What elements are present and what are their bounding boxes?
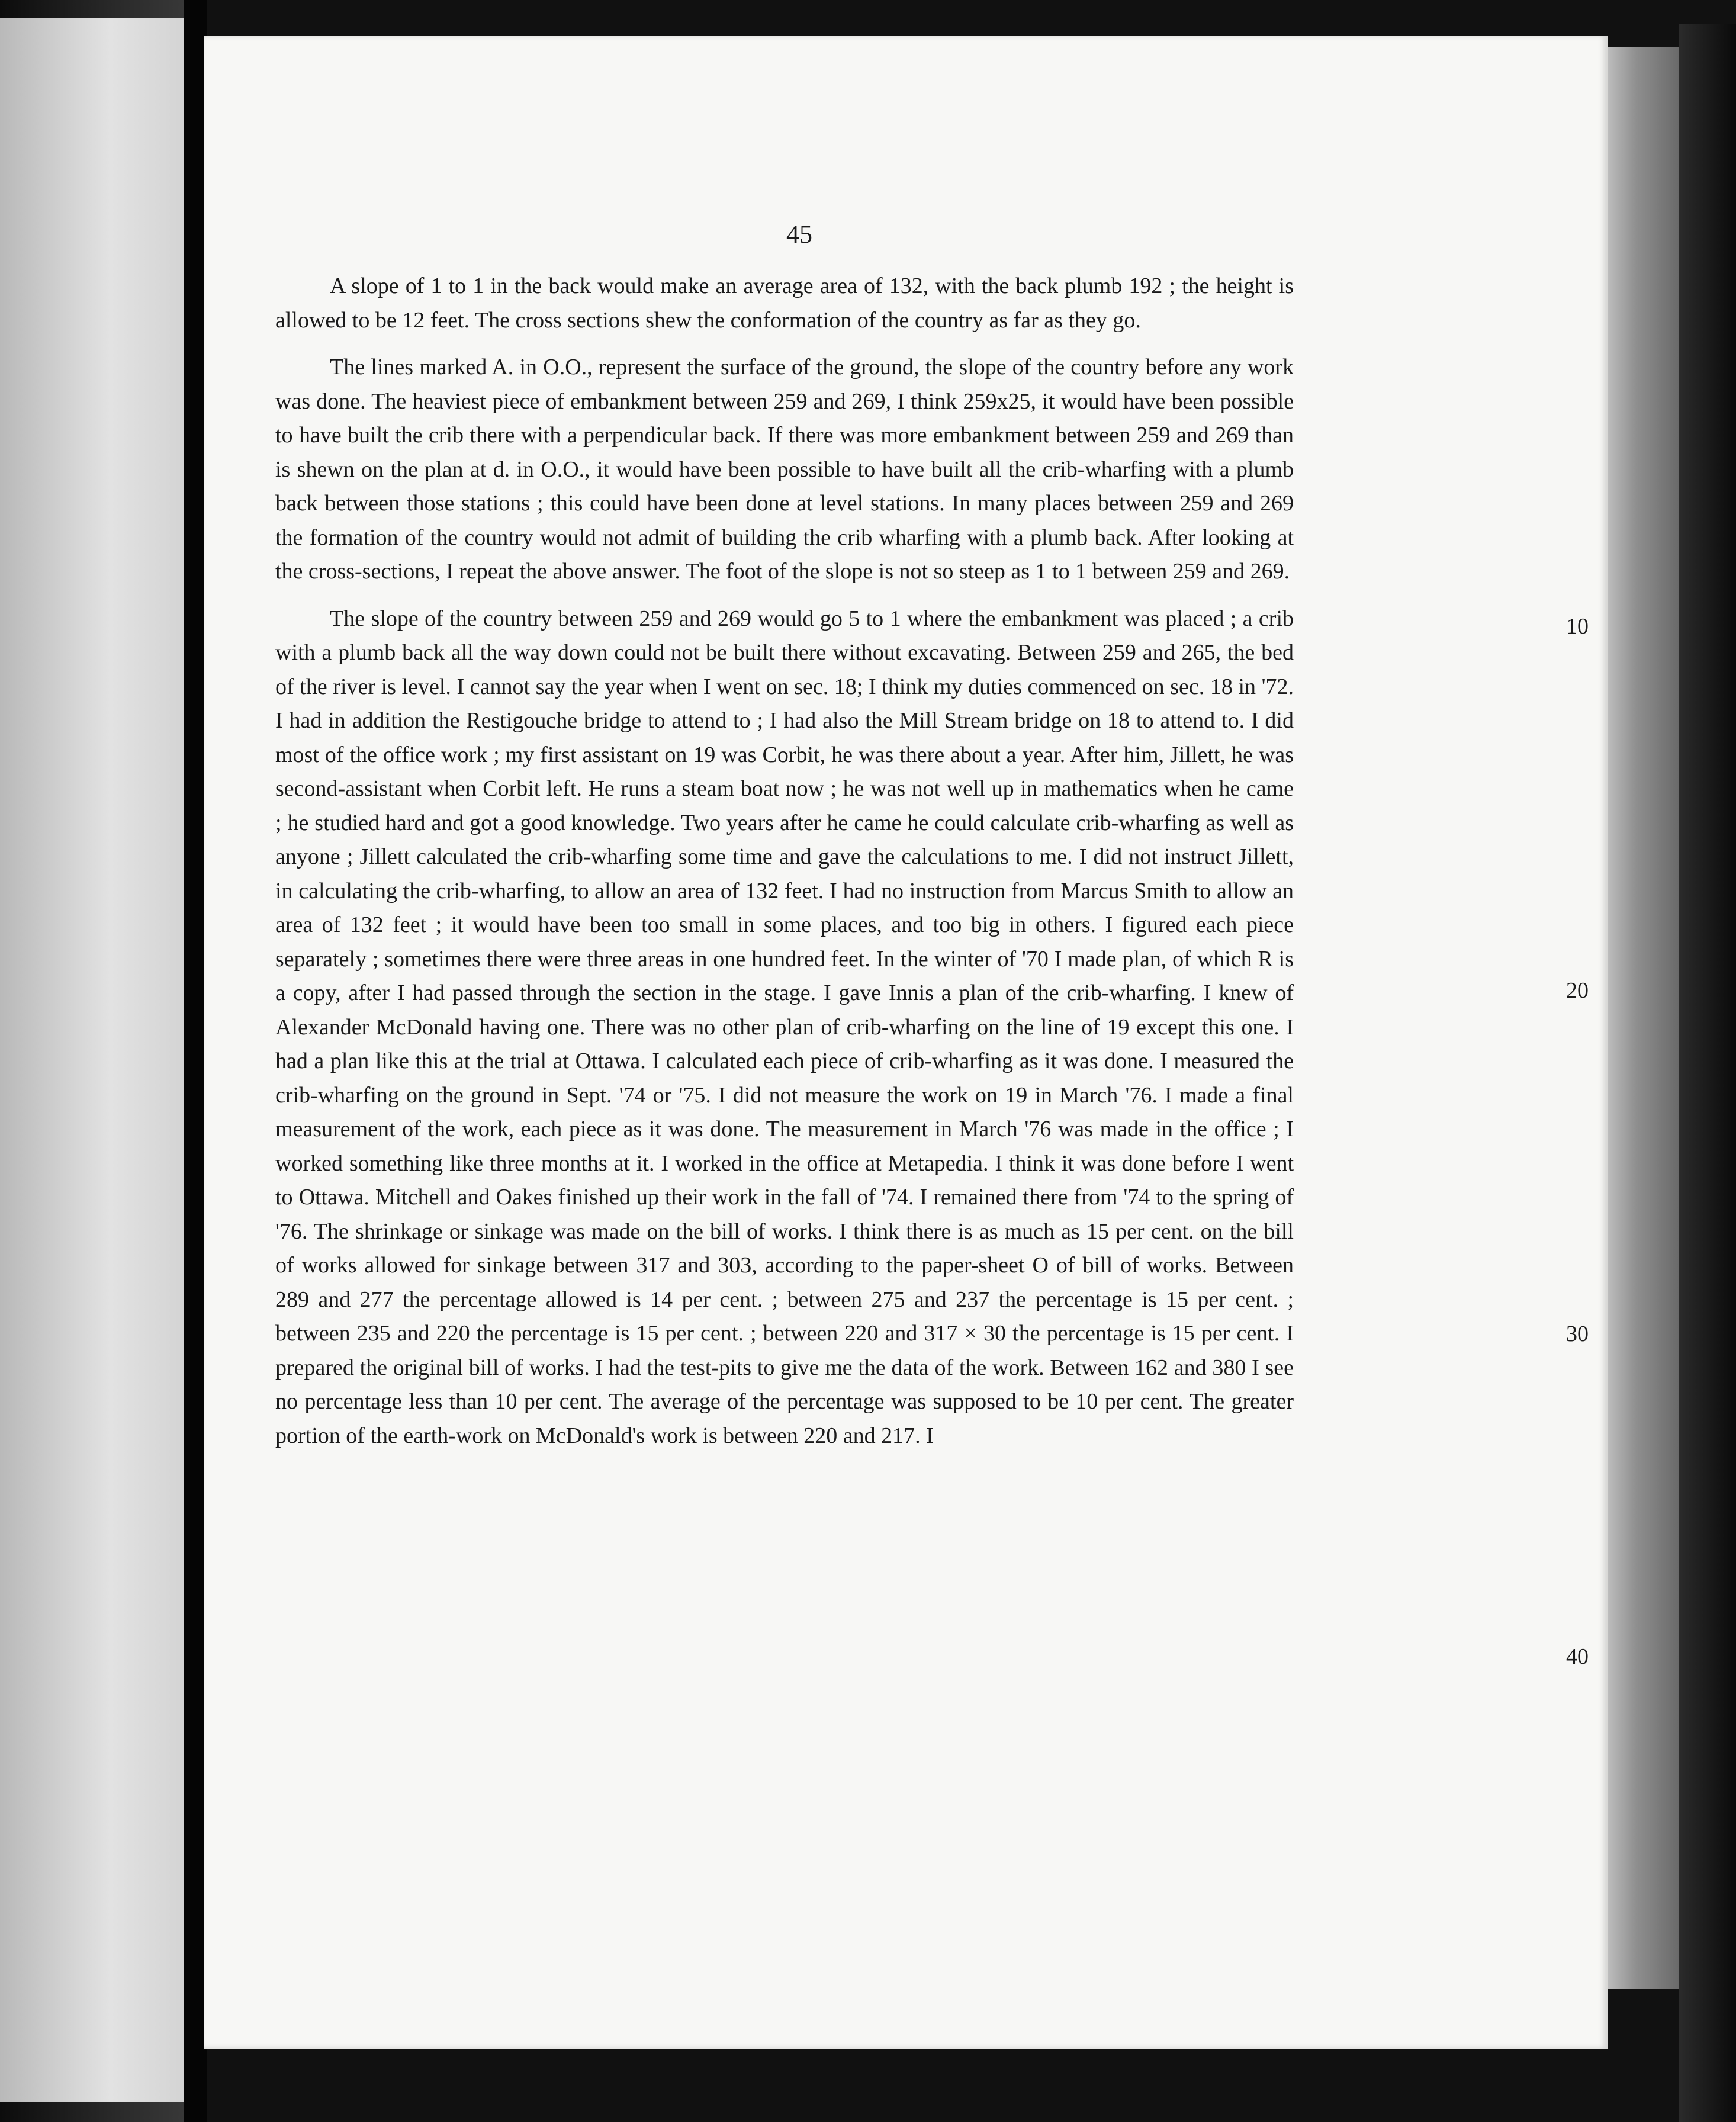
book-gutter [184, 0, 207, 2122]
line-number-30: 30 [1566, 1322, 1589, 1346]
page-stack-edge [1608, 47, 1679, 1989]
line-number-20: 20 [1566, 978, 1589, 1003]
paragraph-3: The slope of the country between 259 and 269 would go 5 to 1 where the embankment was placed ; a crib with a plumb back all the way down could not be built there without excavating. Between 259 and 265, the bed of the river is level. I cannot say the year when I went on sec. 18; I think my duties commenced on sec. 18 in '72. I had in addition the Restigouche bridge to attend to ; I had also the Mill Stream bridge on 18 to attend to. I did most of the office work ; my first assistant on 19 was Corbit, he was there about a year. After him, Jillett, he was second-assistant when Corbit left. He runs a steam boat now ; he was not well up in mathematics when he came ; he studied hard and got a good knowledge. Two years after he came he could calculate crib-wharfing as well as anyone ; Jillett calculated the crib-wharfing some time and gave the calculations to me. I did not instruct Jillett, in calculating the crib-wharfing, to allow an area of 132 feet. I had no instruction from Marcus Smith to allow an area of 132 feet ; it would have been too small in some places, and too big in others. I figured each piece separately ; sometimes there were three areas in one hundred feet. In the winter of '70 I made plan, of which R is a copy, after I had passed through the section in the stage. I gave Innis a plan of the crib-wharfing. I knew of Alexander McDonald having one. There was no other plan of crib-wharfing on the line of 19 except this one. I had a plan like this at the trial at Ottawa. I calculated each piece of crib-wharfing as it was done. I measured the crib-wharfing on the ground in Sept. '74 or '75. I did not measure the work on 19 in March '76. I made a final measurement of the work, each piece as it was done. The measurement in March '76 was made in the office ; I worked something like three months at it. I worked in the office at Metapedia. I think it was done before I went to Ottawa. Mitchell and Oakes finished up their work in the fall of '74. I remained there from '74 to the spring of '76. The shrinkage or sinkage was made on the bill of works. I think there is as much as 15 per cent. on the bill of works allowed for sinkage between 317 and 303, according to the paper-sheet O of bill of works. Between 289 and 277 the percentage allowed is 14 per cent. ; between 275 and 237 the percentage is 15 per cent. ; between 235 and 220 the percentage is 15 per cent. ; between 220 and 317 × 30 the percentage is 15 per cent. I prepared the original bill of works. I had the test-pits to give me the data of the work. Between 162 and 380 I see no percentage less than 10 per cent. The average of the percentage was supposed to be 10 per cent. The greater portion of the earth-work on McDonald's work is between 220 and 217. I [275, 606, 1294, 1448]
line-number-40: 40 [1566, 1644, 1589, 1669]
body-text [275, 269, 1589, 1669]
page-number: 45 [786, 220, 812, 249]
facing-page-edge [0, 18, 184, 2102]
paragraph-2: The lines marked A. in O.O., represent the surface of the ground, the slope of the country before any work was done. The heaviest piece of embankment between 259 and 269, I think 259x25, it would have been possible to have built the crib there with a perpendicular back. If there was more embankment between 259 and 269 than is shewn on the plan at d. in O.O., it would have been possible to have built all the crib-wharfing with a plumb back between those stations ; this could have been done at level stations. In many places between 259 and 269 the formation of the country would not admit of building the crib wharfing with a plumb back. After looking at the cross-sections, I repeat the above answer. The foot of the slope is not so steep as 1 to 1 between 259 and 269. [275, 355, 1294, 584]
paragraph-1: A slope of 1 to 1 in the back would make an average area of 132, with the back plumb 192 ; the height is allowed to be 12 feet. The cross sections shew the conformation of the country as far as they go. [275, 274, 1294, 333]
scan-background-right [1679, 24, 1736, 2122]
line-number-10: 10 [1566, 614, 1589, 639]
